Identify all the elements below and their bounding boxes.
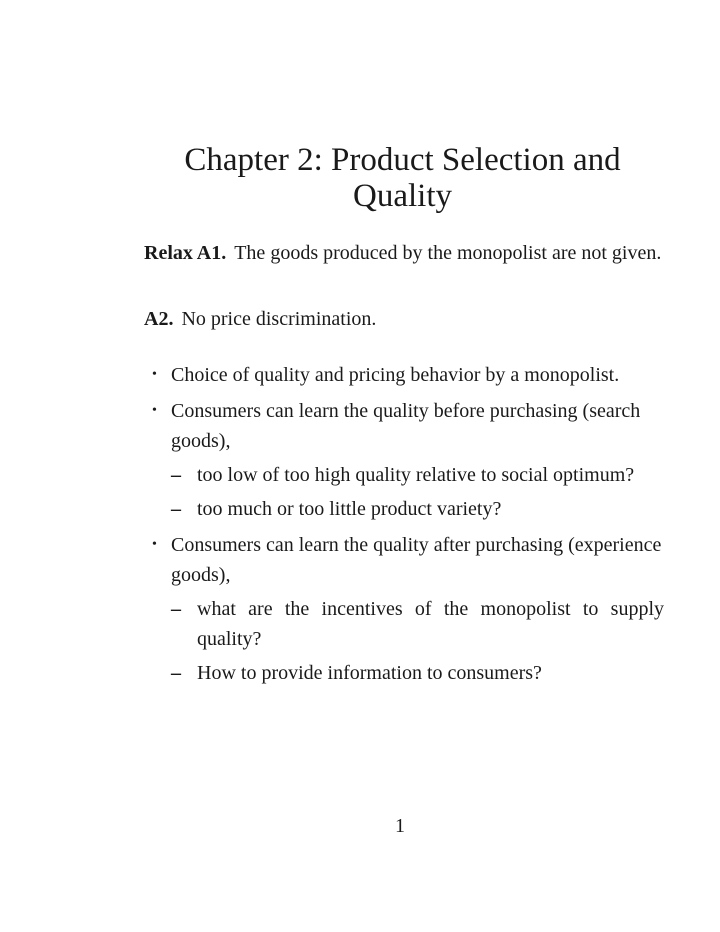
a2-text: No price discrimination. [181, 308, 377, 330]
sub-list-item [171, 658, 664, 688]
dash-icon: – [171, 662, 181, 684]
bullet-icon: • [152, 403, 157, 418]
sub-list-item [171, 460, 664, 490]
a2-paragraph [144, 304, 664, 334]
list-item-text: Consumers can learn the quality before purchasing (search goods), [171, 400, 641, 452]
list-item [144, 396, 664, 524]
list-item [144, 530, 664, 688]
sub-list-item-text: what are the incentives of the monopolist to supply quality? [197, 598, 664, 650]
list-item-text: Consumers can learn the quality after purchasing (experience goods), [171, 534, 662, 586]
relax-a1-paragraph [144, 238, 664, 268]
bullet-icon: • [152, 367, 157, 382]
relax-a1-label: Relax A1. [144, 242, 227, 264]
sub-list-item [171, 494, 664, 524]
bullet-icon: • [152, 537, 157, 552]
a2-label: A2. [144, 308, 174, 330]
sub-list-item-text: too much or too little product variety? [197, 498, 502, 520]
sub-list-item-text: How to provide information to consumers? [197, 662, 542, 684]
bullet-list [144, 360, 664, 694]
sub-list-item [171, 594, 664, 654]
sub-list [171, 594, 664, 688]
dash-icon: – [171, 498, 181, 520]
dash-icon: – [171, 598, 181, 620]
dash-icon: – [171, 464, 181, 486]
chapter-title: Chapter 2: Product Selection and Quality [184, 142, 621, 214]
sub-list-item-text: too low of too high quality relative to social optimum? [197, 464, 635, 486]
page-number: 1 [395, 815, 405, 837]
sub-list [171, 460, 664, 524]
list-item [144, 360, 664, 390]
relax-a1-text: The goods produced by the monopolist are not given. [234, 242, 662, 264]
list-item-text: Choice of quality and pricing behavior by a monopolist. [171, 364, 620, 386]
